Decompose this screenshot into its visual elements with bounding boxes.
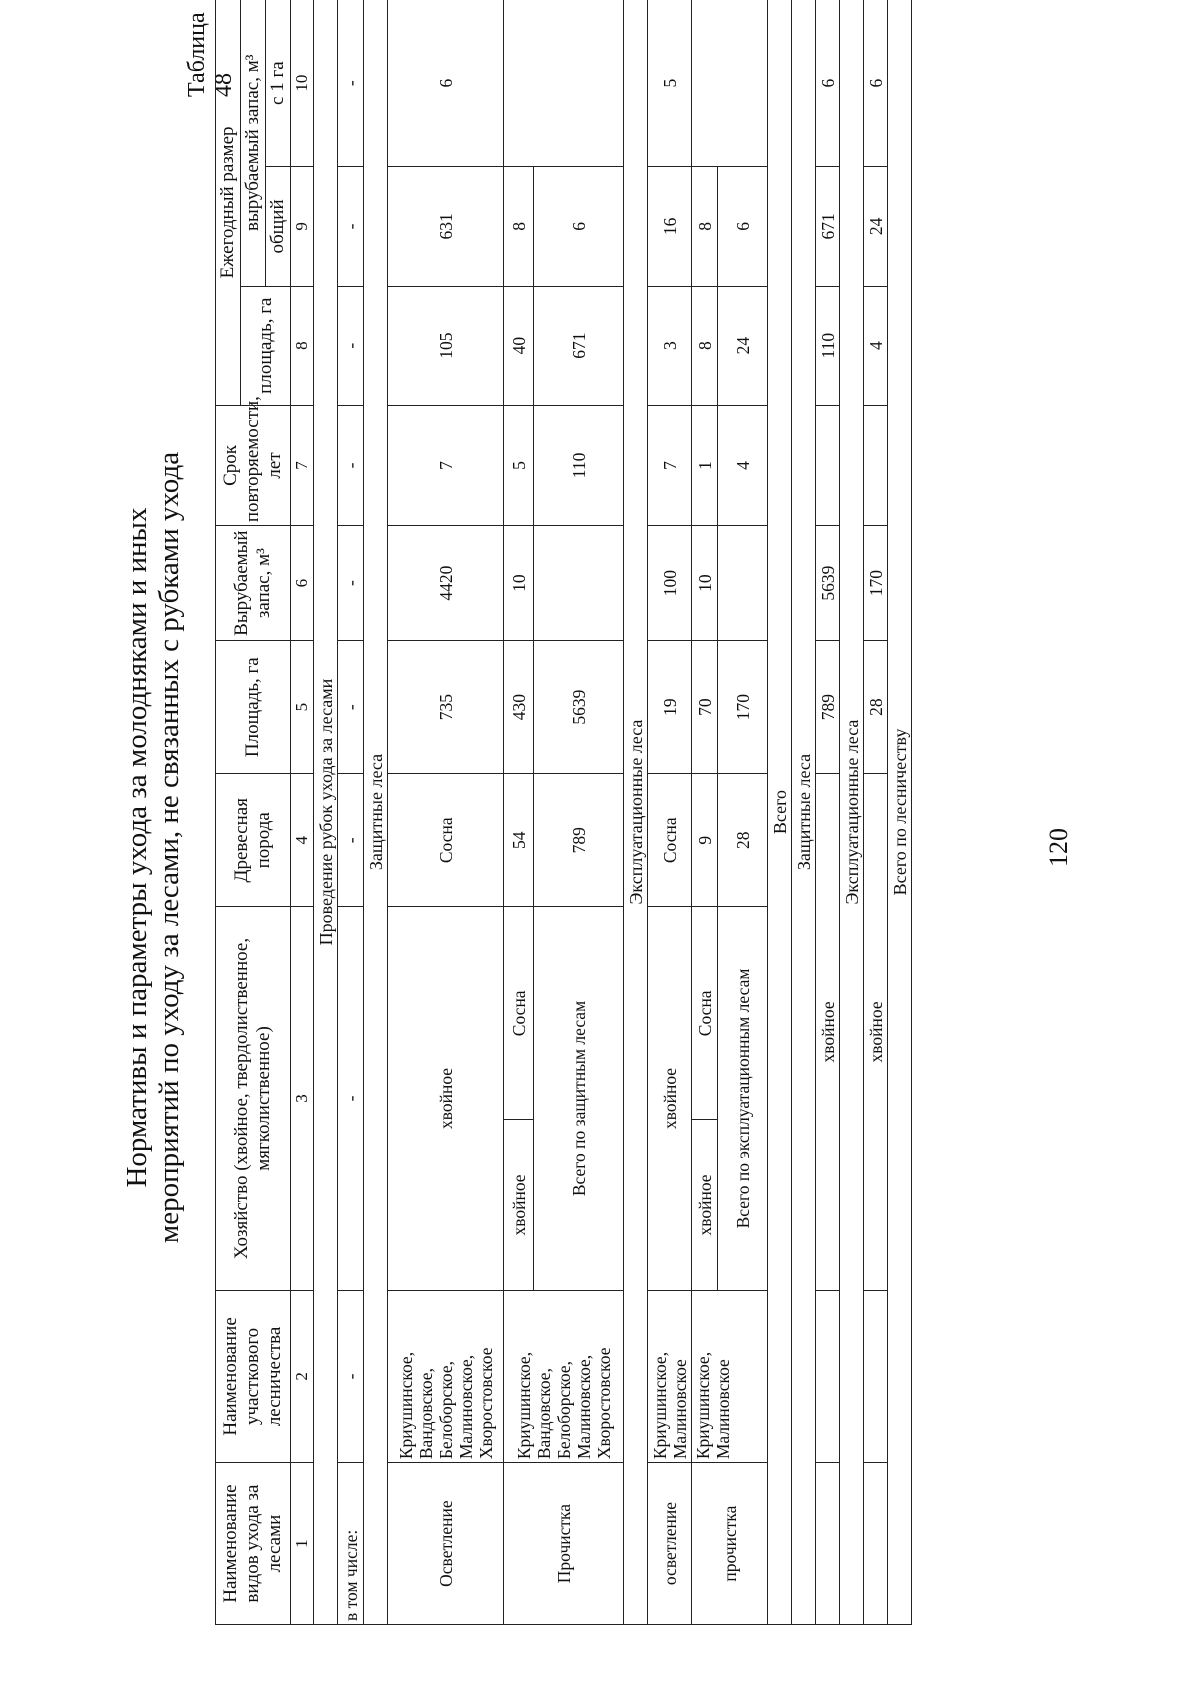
forestry: Криушинское, Вандовское, Белоборское, Малиновское, Хворостовское	[388, 1290, 504, 1463]
annual-total: 24	[718, 286, 768, 405]
species: -	[338, 774, 364, 907]
section-conduct-row	[314, 0, 338, 1625]
period	[718, 526, 768, 641]
table-row	[864, 0, 888, 1625]
annual-per-ha: 6	[388, 0, 504, 167]
forestry	[816, 1290, 840, 1463]
annual-area: 4	[718, 405, 768, 525]
section-total-row	[768, 0, 792, 1625]
header-annual: Ежегодный размер	[216, 0, 241, 405]
species: Сосна	[504, 907, 534, 1120]
col-number: 10	[291, 0, 314, 167]
annual-per-ha: 6	[718, 167, 768, 286]
annual-area: -	[338, 286, 364, 405]
header-annual-total: общий	[266, 167, 291, 286]
stock: -	[338, 526, 364, 641]
col-number: 7	[291, 405, 314, 525]
col-number: 6	[291, 526, 314, 641]
section-exploitation-row	[624, 0, 648, 1625]
annual-per-ha: 6	[864, 0, 888, 167]
header-care-type: Наименование видов ухода за лесами	[216, 1463, 291, 1625]
table-row	[338, 0, 364, 1625]
period	[534, 526, 624, 641]
care-type: осветление	[648, 1463, 692, 1625]
section-label: Всего по лесничеству	[888, 0, 912, 1625]
header-area: Площадь, га	[216, 641, 291, 774]
annual-area: 110	[534, 405, 624, 525]
care-type: прочистка	[692, 1463, 768, 1625]
area: 735	[388, 641, 504, 774]
header-species: Древесная порода	[216, 774, 291, 907]
column-number-row	[291, 0, 314, 1625]
section-label: Защитные леса	[792, 0, 816, 1625]
header-annual-stock: вырубаемый запас, м³	[241, 0, 266, 286]
stock: 430	[504, 641, 534, 774]
annual-area: 5	[504, 405, 534, 525]
stock: 170	[864, 526, 888, 641]
table-row	[388, 0, 504, 1625]
care-type: в том числе:	[338, 1463, 364, 1625]
stock: 170	[718, 641, 768, 774]
annual-total: 671	[534, 286, 624, 405]
table-number: Таблица 48	[184, 12, 237, 97]
section-exploitation-total-row	[840, 0, 864, 1625]
annual-total: 24	[864, 167, 888, 286]
annual-area: 1	[692, 405, 718, 525]
annual-area: 110	[816, 286, 840, 405]
period: 7	[648, 405, 692, 525]
stock: 5639	[534, 641, 624, 774]
col-number: 1	[291, 1463, 314, 1625]
care-type: Прочистка	[504, 1463, 624, 1625]
annual-total: -	[338, 167, 364, 286]
economy: хвойное	[816, 774, 840, 1290]
section-label: Проведение рубок ухода за лесами	[314, 0, 338, 1625]
col-number: 9	[291, 167, 314, 286]
annual-per-ha: 6	[816, 0, 840, 167]
annual-per-ha: 8	[504, 167, 534, 286]
period	[864, 405, 888, 525]
header-annual-area: площадь, га	[241, 286, 291, 405]
annual-total: 16	[648, 167, 692, 286]
economy: хвойное	[692, 1120, 718, 1290]
annual-per-ha: 8	[692, 167, 718, 286]
annual-per-ha: 6	[534, 167, 624, 286]
annual-per-ha: -	[338, 0, 364, 167]
area: 28	[864, 641, 888, 774]
subtotal-label: Всего по эксплуатационным лесам	[718, 907, 768, 1290]
section-protective-row	[364, 0, 388, 1625]
header-economy: Хозяйство (хвойное, твердолиственное, мягколиственное)	[216, 907, 291, 1290]
economy: хвойное	[648, 907, 692, 1290]
table-row	[692, 0, 718, 1625]
col-number: 8	[291, 286, 314, 405]
forestry: Криушинское, Вандовское, Белоборское, Малиновское, Хворостовское	[504, 1290, 624, 1463]
area: 789	[534, 774, 624, 907]
stock: 70	[692, 641, 718, 774]
annual-total: 671	[816, 167, 840, 286]
col-number: 2	[291, 1290, 314, 1463]
norms-table	[215, 0, 912, 1625]
forestry: -	[338, 1290, 364, 1463]
header-period: Срок повторяемости, лет	[216, 405, 291, 525]
care-type	[864, 1463, 888, 1625]
period: 10	[692, 526, 718, 641]
species: Сосна	[648, 774, 692, 907]
stock: 5639	[816, 526, 840, 641]
stock: 4420	[388, 526, 504, 641]
care-type: Осветление	[388, 1463, 504, 1625]
header-forestry: Наименование участкового лесничества	[216, 1290, 291, 1463]
species: Сосна	[692, 907, 718, 1120]
subtotal-label: Всего по защитным лесам	[534, 907, 624, 1290]
document-title-line-2: мероприятий по уходу за лесами, не связанных с рубками ухода	[153, 451, 185, 1244]
header-stock: Вырубаемый запас, м³	[216, 526, 291, 641]
area: 54	[504, 774, 534, 907]
section-label: Эксплуатационные леса	[840, 0, 864, 1625]
header-annual-per-ha: с 1 га	[266, 0, 291, 167]
period: -	[338, 405, 364, 525]
area: -	[338, 641, 364, 774]
species: Сосна	[388, 774, 504, 907]
section-forestry-total-row	[888, 0, 912, 1625]
annual-per-ha: 5	[648, 0, 692, 167]
col-number: 4	[291, 774, 314, 907]
annual-total: 8	[692, 286, 718, 405]
period: 7	[388, 405, 504, 525]
header-row-1	[216, 0, 241, 1625]
economy: хвойное	[504, 1120, 534, 1290]
forestry	[864, 1290, 888, 1463]
period: 10	[504, 526, 534, 641]
area: 789	[816, 641, 840, 774]
table-row	[648, 0, 692, 1625]
annual-area: 105	[388, 286, 504, 405]
stock: 100	[648, 526, 692, 641]
period	[816, 405, 840, 525]
economy: хвойное	[864, 774, 888, 1290]
forestry: Криушинское, Малиновское	[692, 1290, 768, 1463]
area: 19	[648, 641, 692, 774]
col-number: 5	[291, 641, 314, 774]
annual-area: 4	[864, 286, 888, 405]
table-row	[816, 0, 840, 1625]
annual-total: 40	[504, 286, 534, 405]
section-label: Эксплуатационные леса	[624, 0, 648, 1625]
section-protective-total-row	[792, 0, 816, 1625]
col-number: 3	[291, 907, 314, 1290]
area: 28	[718, 774, 768, 907]
annual-area: 3	[648, 286, 692, 405]
economy: хвойное	[388, 907, 504, 1290]
forestry: Криушинское, Малиновское	[648, 1290, 692, 1463]
section-label: Всего	[768, 0, 792, 1625]
page-number: 120	[1044, 828, 1073, 867]
care-type	[816, 1463, 840, 1625]
economy: -	[338, 907, 364, 1290]
section-label: Защитные леса	[364, 0, 388, 1625]
table-row	[504, 0, 534, 1625]
document-title-line-1: Нормативы и параметры ухода за молодняками и иных	[121, 507, 153, 1188]
annual-total: 631	[388, 167, 504, 286]
area: 9	[692, 774, 718, 907]
